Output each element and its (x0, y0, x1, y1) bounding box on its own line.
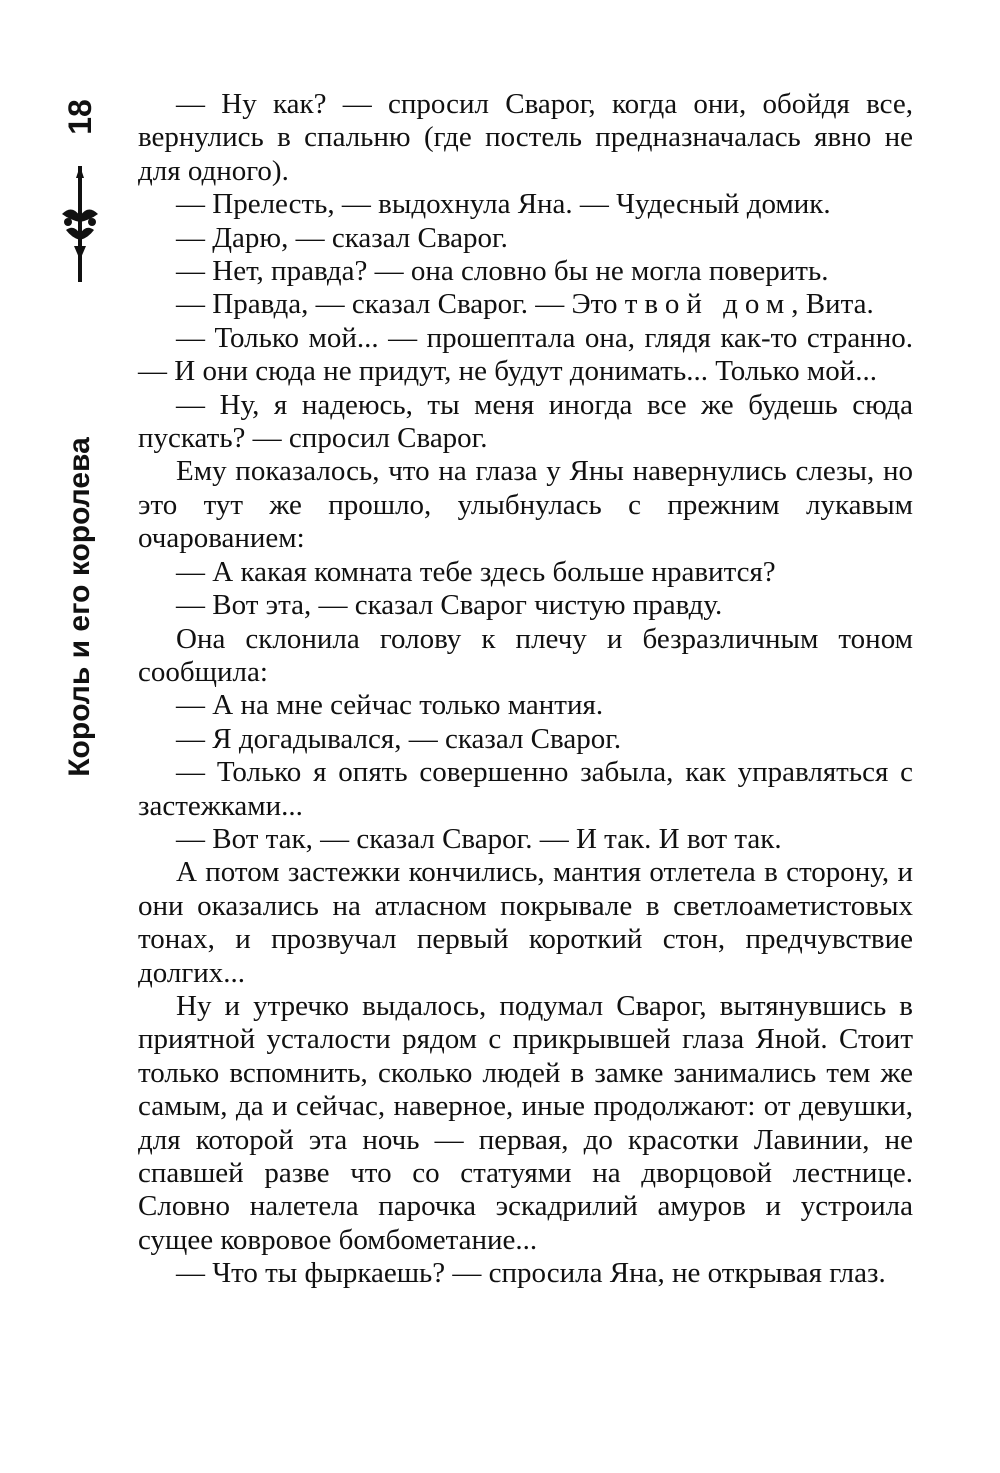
emphasized-text: твой дом (624, 288, 792, 321)
paragraph: Ему показалось, что на глаза у Яны навернулись слезы, но это тут же прошло, улыбнулась с прежним лукавым очарованием: (138, 455, 913, 555)
paragraph: — Я догадывался, — сказал Сварог. (176, 722, 622, 755)
paragraph: — Дарю, — сказал Сварог. (176, 221, 508, 254)
paragraph: — Ну, я надеюсь, ты меня иногда все же будешь сюда пускать? — спросил Сварог. (138, 388, 913, 455)
paragraph (138, 288, 913, 321)
page-number: 18 (62, 99, 98, 135)
paragraph-text: — Правда, — сказал Сварог. — Это (176, 288, 625, 321)
paragraph-text: , Вита. (791, 288, 874, 321)
paragraph: — Вот так, — сказал Сварог. — И так. И вот так. (176, 822, 782, 855)
body-text (138, 88, 913, 1291)
paragraph: А потом застежки кончились, мантия отлетела в сторону, и они оказались на атласном покрывале в светлоаметистовых тонах, и прозвучал первый короткий стон, предчувствие долгих... (138, 856, 913, 989)
paragraph: — Нет, правда? — она словно бы не могла поверить. (176, 255, 829, 288)
paragraph: — Вот эта, — сказал Сварог чистую правду. (176, 589, 723, 622)
paragraph: — Только мой... — прошептала она, глядя как-то странно. — И они сюда не придут, не будут донимать... Только мой... (138, 321, 913, 388)
paragraph: — Только я опять совершенно забыла, как управляться с застежками... (138, 756, 913, 822)
paragraph: — А какая комната тебе здесь больше нравится? (176, 555, 776, 588)
book-title: Король и его королева (63, 437, 96, 777)
paragraph: — Что ты фыркаешь? — спросила Яна, не открывая глаз. (176, 1257, 886, 1290)
paragraph: Ну и утречко выдалось, подумал Сварог, вытянувшись в приятной усталости рядом с прикрывшей глаза Яной. Стоит только вспомнить, сколько людей в замке занимались тем же самым, да и сейчас, наверное, иные продолжают: от девушки, для которой эта ночь — первая, до красотки Лавинии, не спавшей разве что со статуями на дворцовой лестнице. Словно налетела парочка эскадрилий амуров и устроила сущее ковровое бомбометание... (138, 989, 913, 1256)
paragraph: — Прелесть, — выдохнула Яна. — Чудесный домик. (176, 188, 831, 221)
paragraph: — Ну как? — спросил Сварог, когда они, обойдя все, вернулись в спальню (где постель предназначалась явно не для одного). (138, 88, 913, 187)
running-head-column (48, 92, 112, 777)
dagger-ornament-icon (54, 164, 106, 284)
paragraph: — А на мне сейчас только мантия. (176, 689, 604, 722)
paragraph: Она склонила голову к плечу и безразличным тоном сообщила: (138, 622, 913, 688)
